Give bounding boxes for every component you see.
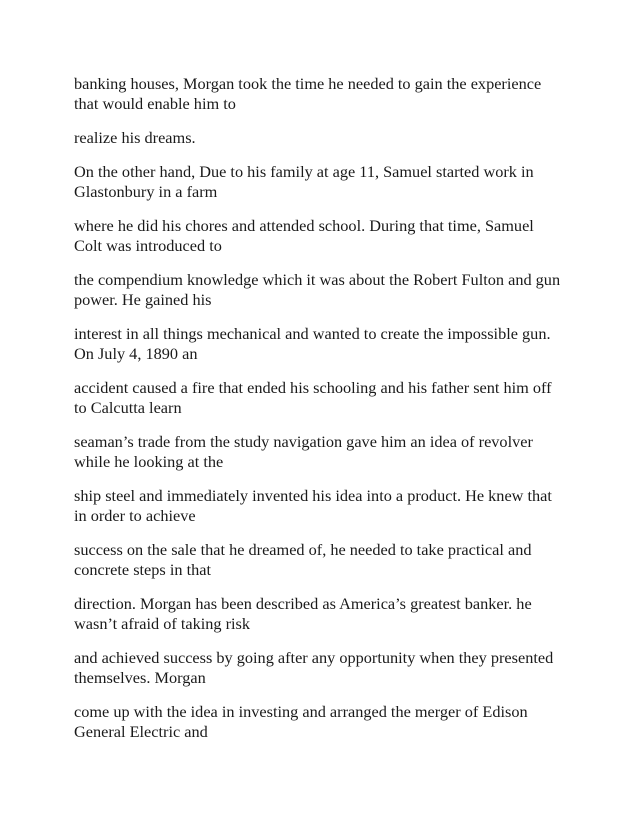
paragraph-12: and achieved success by going after any opportunity when they presented themselves. Morgan [74,648,554,687]
paragraph-3: On the other hand, Due to his family at age 11, Samuel started work in Glastonbury in a farm [74,162,534,201]
paragraph-9: ship steel and immediately invented his idea into a product. He knew that in order to achieve [74,486,552,525]
paragraph-11: direction. Morgan has been described as America’s greatest banker. he wasn’t afraid of taking risk [74,594,532,633]
paragraph-6: interest in all things mechanical and wanted to create the impossible gun. On July 4, 1890 an [74,324,551,363]
paragraph-4: where he did his chores and attended school. During that time, Samuel Colt was introduced to [74,216,534,255]
paragraph-10: success on the sale that he dreamed of, he needed to take practical and concrete steps in that [74,540,532,579]
paragraph-5: the compendium knowledge which it was about the Robert Fulton and gun power. He gained his [74,270,561,309]
paragraph-13: come up with the idea in investing and arranged the merger of Edison General Electric and [74,702,528,741]
paragraph-1: banking houses, Morgan took the time he needed to gain the experience that would enable him to [74,74,542,113]
document-body [74,74,564,756]
paragraph-7: accident caused a fire that ended his schooling and his father sent him off to Calcutta learn [74,378,552,417]
paragraph-2: realize his dreams. [74,128,196,147]
paragraph-8: seaman’s trade from the study navigation gave him an idea of revolver while he looking at the [74,432,533,471]
